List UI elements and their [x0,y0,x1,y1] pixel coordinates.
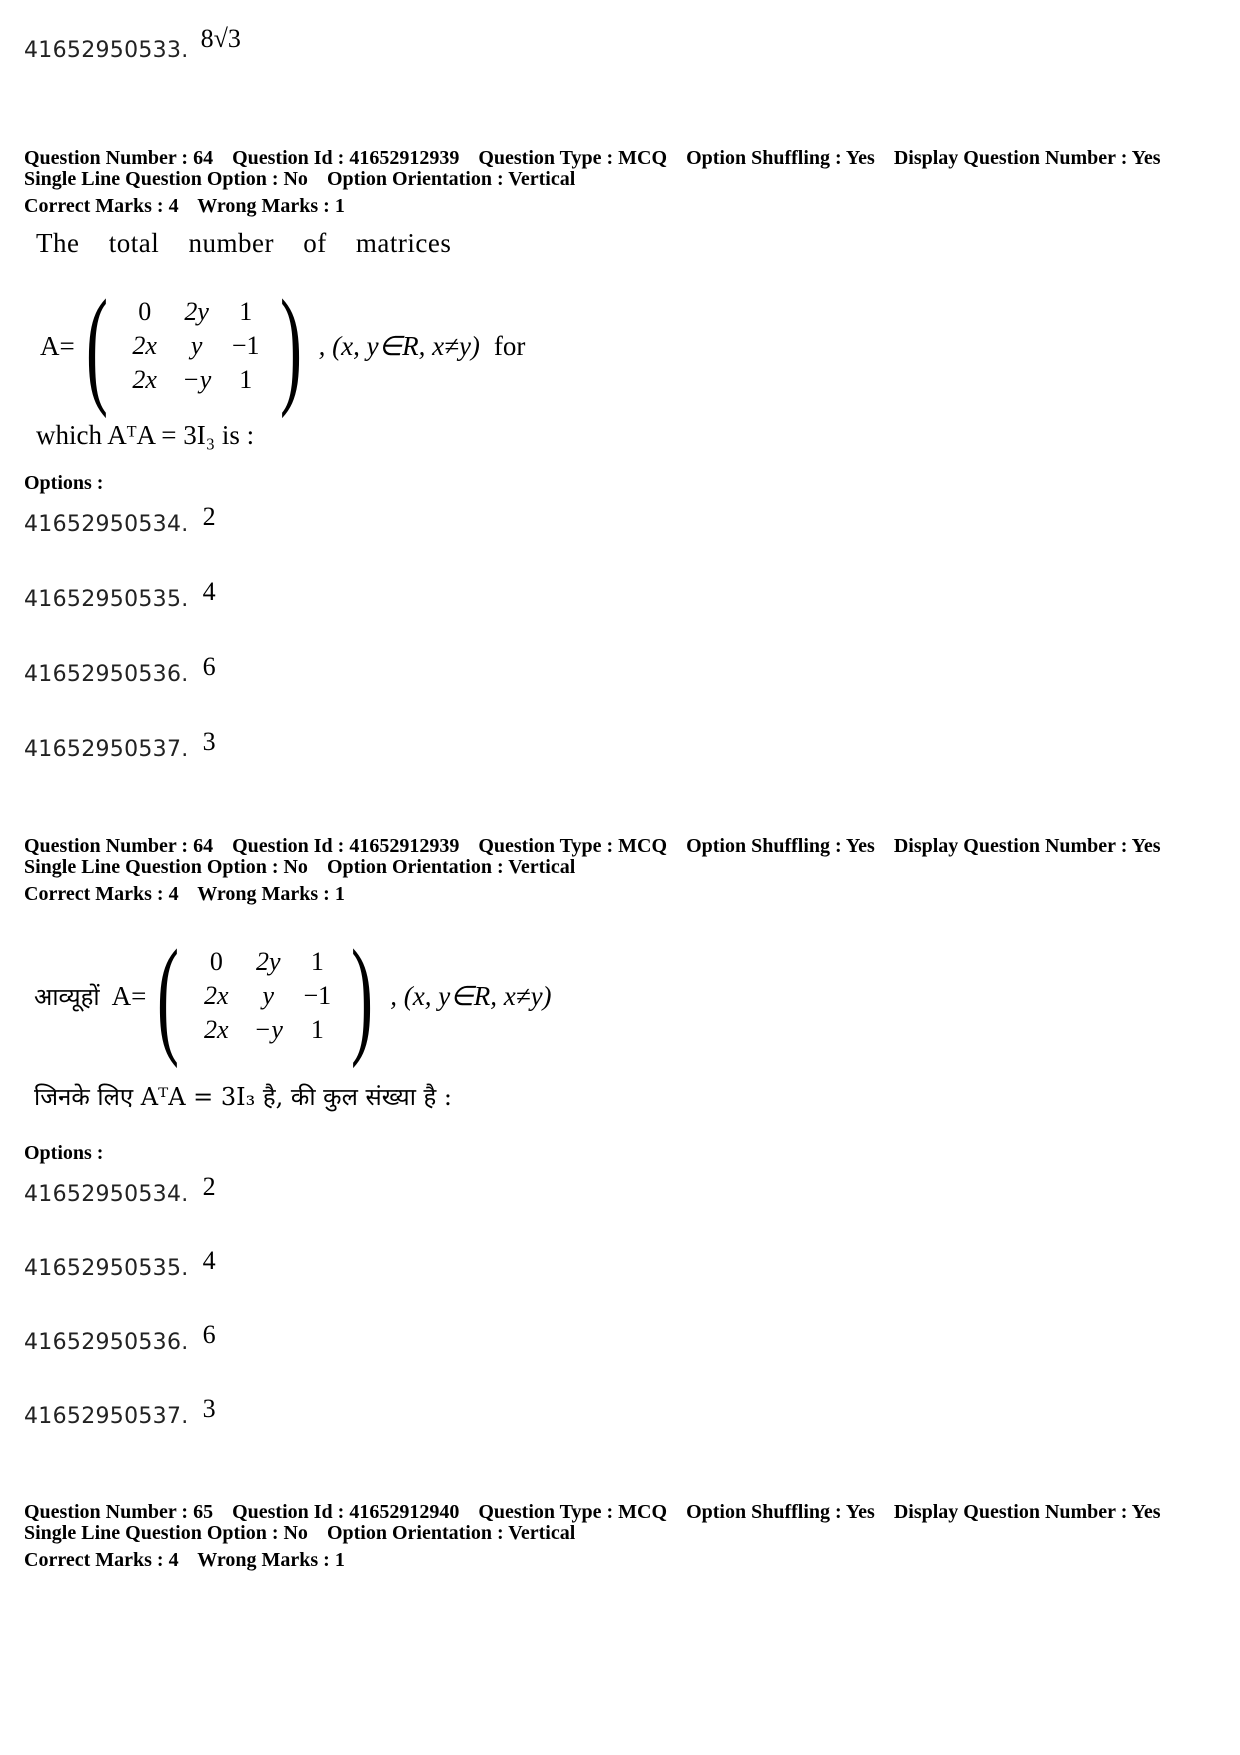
matrix-label: A= [111,980,147,1011]
matrix-cell: 0 [209,947,223,976]
option-row [24,1246,216,1282]
matrix-expression [40,272,526,419]
matrix-cell: 2x [132,365,157,394]
matrix-condition: , (x, y∈R, x≠y) [318,330,480,361]
matrix-cell: 1 [239,365,253,394]
question-meta [24,1502,1175,1571]
option-id: 41652950536. [24,662,189,687]
marks-line: Correct Marks : 4 Wrong Marks : 1 [24,1549,345,1571]
question-text: आव्यूहों [34,982,100,1011]
matrix-cell: −1 [303,981,332,1010]
meta-line-2: Single Line Question Option : No Option Orientation : Vertical [24,168,576,190]
option-value: 6 [202,652,216,681]
marks-line: Correct Marks : 4 Wrong Marks : 1 [24,195,345,217]
matrix-condition: , (x, y∈R, x≠y) [390,980,552,1011]
option-id: 41652950533. [24,38,189,63]
marks-line: Correct Marks : 4 Wrong Marks : 1 [24,883,345,905]
option-value: 3 [202,727,216,756]
option-value: 4 [202,577,216,606]
option-row [24,502,216,538]
matrix-cell: 1 [310,947,324,976]
meta-line-1: Question Number : 64 Question Id : 41652912939 Question Type : MCQ Option Shuffling : Yes Display Question Number : Yes [24,147,1161,169]
option-id: 41652950535. [24,1256,189,1281]
text-for: for [493,330,526,361]
option-row [24,1172,216,1208]
option-id: 41652950534. [24,1182,189,1207]
matrix-cell: 2x [204,981,229,1010]
option-value: 8√3 [200,24,241,53]
matrix-cell: 1 [310,1015,324,1044]
option-row [24,727,216,763]
matrix-cell: 1 [239,297,253,326]
matrix-cell: y [190,331,203,360]
options-label: Options : [24,472,104,494]
matrix: ( 0 2y 1 2x y −1 2x −y 1 ) [157,922,374,1069]
question-text-continued: which AᵀA = 3I₃ is : [36,420,255,450]
matrix-cell: −1 [231,331,260,360]
option-value: 3 [202,1394,216,1423]
option-row [24,577,216,613]
option-id: 41652950536. [24,1330,189,1355]
question-text: The total number of matrices [36,228,452,258]
option-value: 4 [202,1246,216,1275]
matrix-cell: −y [182,365,212,394]
option-id: 41652950537. [24,1404,189,1429]
matrix-label: A= [40,330,75,361]
question-meta [24,836,1175,905]
option-row [24,652,216,688]
matrix-cell: −y [253,1015,283,1044]
meta-line-2: Single Line Question Option : No Option Orientation : Vertical [24,856,576,878]
matrix-cell: 0 [138,297,152,326]
matrix-cell: 2x [132,331,157,360]
question-meta [24,148,1175,217]
option-row [24,1394,216,1430]
matrix-cell: 2x [204,1015,229,1044]
option-value: 6 [202,1320,216,1349]
option-value: 2 [202,502,216,531]
matrix-cell: 2y [256,947,281,976]
matrix-cell: 2y [184,297,209,326]
option-id: 41652950537. [24,737,189,762]
option-row [24,1320,216,1356]
option-id: 41652950534. [24,512,189,537]
option-id: 41652950535. [24,587,189,612]
meta-line-1: Question Number : 65 Question Id : 41652912940 Question Type : MCQ Option Shuffling : Yes Display Question Number : Yes [24,1501,1161,1523]
matrix-expression [34,922,552,1069]
options-label: Options : [24,1142,104,1164]
meta-line-1: Question Number : 64 Question Id : 41652912939 Question Type : MCQ Option Shuffling : Yes Display Question Number : Yes [24,835,1161,857]
option-value: 2 [202,1172,216,1201]
question-text-continued: जिनके लिए AᵀA = 3I₃ है, की कुल संख्या है : [34,1083,453,1111]
option-row [24,24,241,64]
meta-line-2: Single Line Question Option : No Option Orientation : Vertical [24,1522,576,1544]
matrix: ( 0 2y 1 2x y −1 2x −y 1 ) [85,272,302,419]
matrix-cell: y [262,981,275,1010]
